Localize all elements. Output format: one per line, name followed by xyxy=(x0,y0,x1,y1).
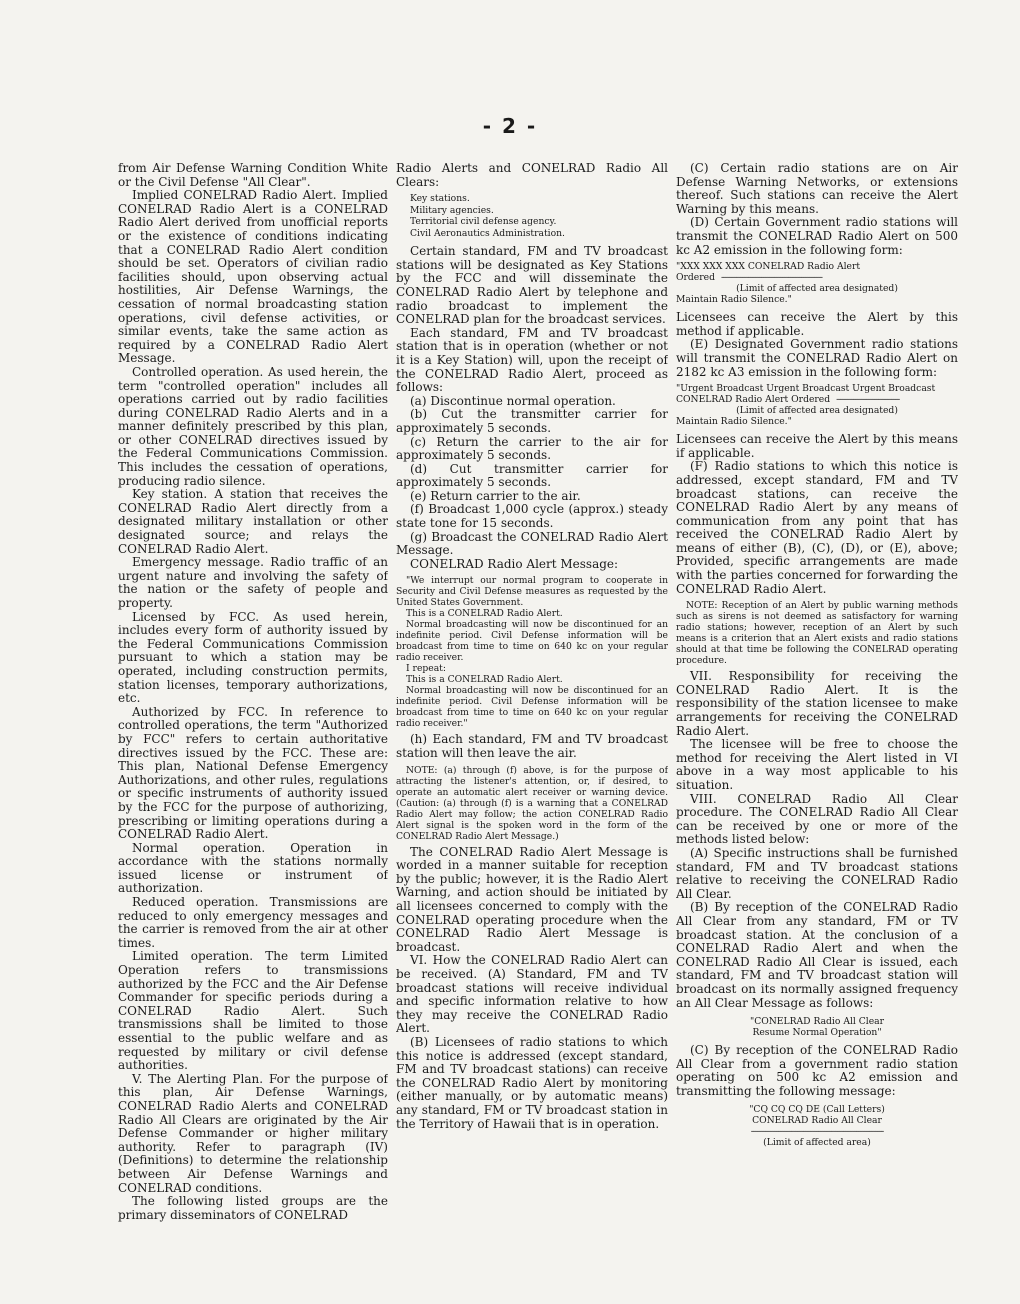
form-line: "CQ CQ CQ DE (Call Letters) xyxy=(749,1104,885,1116)
note xyxy=(396,765,668,842)
step-item: (f) Broadcast 1,000 cycle (approx.) steady state tone for 15 seconds. xyxy=(396,502,668,531)
paragraph: (A) Specific instructions shall be furnished standard, FM and TV broadcast stations relative to receiving the CONELRAD Radio All Clear. xyxy=(676,845,958,901)
disseminator-list xyxy=(396,193,668,239)
list-item: Territorial civil defense agency. xyxy=(410,216,557,228)
message-line: "We interrupt our normal program to cooperate in Security and Civil Defense measures as requested by the United States Government. xyxy=(396,575,668,609)
paragraph: Licensed by FCC. As used herein, includes every form of authority issued by the Federal Communications Commission pursuant to which a station may be operated, including construction permits, station licenses, temporary authorizations, etc. xyxy=(118,609,388,706)
all-clear-message xyxy=(676,1016,958,1038)
paragraph: V. The Alerting Plan. For the purpose of this plan, Air Defense Warnings, CONELRAD Radio Alerts and CONELRAD Radio All Clears are originated by the Air Defense Commander or higher military authority. Refer to paragraph (IV) (Definitions) to determine the relationship between Air Defense Warnings and CONELRAD conditions. xyxy=(118,1071,388,1195)
step-item: (a) Discontinue normal operation. xyxy=(410,393,616,408)
paragraph: Controlled operation. As used herein, the term "controlled operation" includes all operations carried out by radio facilities during CONELRAD Radio Alerts and in a manner definitely prescribed by this plan, or other CONELRAD directives issued by the Federal Communications Commission. This includes the cessation of operations, producing radio silence. xyxy=(118,364,388,488)
message-line: Normal broadcasting will now be discontinued for an indefinite period. Civil Defense information will be broadcast from time to time on 640 kc on your regular radio receiver." xyxy=(396,685,668,730)
column-1 xyxy=(118,162,388,1262)
form-line: Maintain Radio Silence." xyxy=(676,294,792,306)
step-item: (e) Return carrier to the air. xyxy=(410,488,581,503)
paragraph: (C) Certain radio stations are on Air Defense Warning Networks, or extensions thereof. Such stations can receive the Alert Warning by this means. xyxy=(676,162,958,216)
note-text: NOTE: Reception of an Alert by public warning methods such as sirens is not deemed as satisfactory for warning radio stations; however, reception of an Alert by such means is a criterion that an Alert exists and radio stations should at that time be following the CONELRAD operating procedure. xyxy=(676,600,958,667)
column-2 xyxy=(396,162,668,1262)
form-line: (Limit of affected area designated) xyxy=(736,405,898,417)
note xyxy=(676,600,958,666)
paragraph: Licensees can receive the Alert by this means if applicable. xyxy=(676,432,958,460)
paragraph: VII. Responsibility for receiving the CONELRAD Radio Alert. It is the responsibility of the station licensee to make arrangements for receiving the CONELRAD Radio Alert. xyxy=(676,669,958,738)
dashed-rule: ------------------------------------------------ xyxy=(720,272,822,284)
note-text: NOTE: (a) through (f) above, is for the purpose of attracting the listener's attention, or, if desired, to operate an automatic alert receiver or warning device. (Caution: (a) through (f) is a warning that a CONELRAD Radio Alert may follow; the action CONELRAD Radio Alert signal is the spoken word in the form of the CONELRAD Radio Alert Message.) xyxy=(396,764,668,842)
paragraph: VI. How the CONELRAD Radio Alert can be received. (A) Standard, FM and TV broadcast stations will receive individual and specific information relative to how they may receive the CONELRAD Radio Alert. xyxy=(396,953,668,1036)
list-item: Civil Aeronautics Administration. xyxy=(410,227,565,239)
column-3 xyxy=(676,162,958,1262)
cq-message xyxy=(676,1104,958,1148)
form-line: "Urgent Broadcast Urgent Broadcast Urgent Broadcast xyxy=(676,383,936,395)
page-number: - 2 - xyxy=(482,114,538,138)
paragraph: (E) Designated Government radio stations will transmit the CONELRAD Radio Alert on 2182 kc A3 emission in the following form: xyxy=(676,337,958,379)
step-item: (d) Cut transmitter carrier for approximately 5 seconds. xyxy=(396,461,668,490)
paragraph: (B) By reception of the CONELRAD Radio All Clear from any standard, FM or TV broadcast station. At the conclusion of a CONELRAD Radio Alert and when the CONELRAD Radio All Clear is issued, each standard, FM and TV broadcast station will broadcast on its normally assigned frequency an All Clear Message as follows: xyxy=(676,900,958,1010)
form-line: "CONELRAD Radio All Clear xyxy=(749,1016,885,1028)
paragraph: Radio Alerts and CONELRAD Radio All Clears: xyxy=(396,162,668,189)
paragraph: The following listed groups are the primary disseminators of CONELRAD xyxy=(118,1194,388,1222)
step-item: (c) Return the carrier to the air for approximately 5 seconds. xyxy=(396,434,668,463)
form-line: "XXX XXX XXX CONELRAD Radio Alert xyxy=(676,261,861,273)
paragraph: The CONELRAD Radio Alert Message is worded in a manner suitable for reception by the public; however, it is the Radio Alert Warning, and action should be initiated by all licensees concerned to comply with the CONELRAD operating procedure when the CONELRAD Radio Alert Message is broadcast. xyxy=(396,844,668,954)
form-line: (Limit of affected area) xyxy=(763,1137,871,1149)
step-item: (h) Each standard, FM and TV broadcast station will then leave the air. xyxy=(396,732,668,761)
form-line xyxy=(676,394,958,405)
dashed-rule: ------------------------------ xyxy=(836,394,900,406)
form-line: Resume Normal Operation" xyxy=(752,1027,882,1039)
paragraph: (B) Licensees of radio stations to which this notice is addressed (except standard, FM and TV broadcast stations) can receive the CONELRAD Radio Alert by monitoring (either manually, or by automatic means) any standard, FM or TV broadcast station in the Territory of Hawaii that is in operation. xyxy=(396,1034,668,1131)
message-line: This is a CONELRAD Radio Alert. xyxy=(406,608,563,620)
message-line: I repeat: xyxy=(406,663,446,675)
dashed-rule: --------------------------------------------------------------- xyxy=(750,1126,884,1138)
step-item: (g) Broadcast the CONELRAD Radio Alert Message. xyxy=(396,529,668,558)
paragraph: (C) By reception of the CONELRAD Radio All Clear from a government radio station operating on 500 kc A2 emission and transmitting the following message: xyxy=(676,1043,958,1098)
paragraph: Certain standard, FM and TV broadcast stations will be designated as Key Stations by the FCC and will disseminate the CONELRAD Radio Alert by telephone and radio broadcast to implement the CONELRAD plan for the broadcast services. xyxy=(396,244,668,327)
paragraph: VIII. CONELRAD Radio All Clear procedure. The CONELRAD Radio All Clear can be received by one or more of the methods listed below: xyxy=(676,791,958,847)
form-block-500kc xyxy=(676,261,958,305)
form-label: Ordered xyxy=(676,272,715,284)
paragraph: Licensees can receive the Alert by this method if applicable. xyxy=(676,310,958,338)
paragraph: Key station. A station that receives the CONELRAD Radio Alert directly from a designated military installation or other designated source; and relays the CONELRAD Radio Alert. xyxy=(118,487,388,556)
message-line: Normal broadcasting will now be discontinued for an indefinite period. Civil Defense information will be broadcast from time to time on 640 kc on your regular radio receiver. xyxy=(396,619,668,664)
form-line: CONELRAD Radio All Clear xyxy=(752,1115,882,1127)
alert-message xyxy=(396,575,668,729)
form-label: CONELRAD Radio Alert Ordered xyxy=(676,394,831,406)
paragraph: Emergency message. Radio traffic of an urgent nature and involving the safety of the nation or the safety of people and property. xyxy=(118,555,388,610)
list-item: Key stations. xyxy=(410,193,470,205)
paragraph: Implied CONELRAD Radio Alert. Implied CONELRAD Radio Alert is a CONELRAD Radio Alert derived from unofficial reports or the existence of conditions indicating that a CONELRAD Radio Alert condition should be set. Operators of civilian radio facilities should, upon observing actual hostilities, Air Defense Warnings, the cessation of normal broadcasting station operations, civil defense activities, or similar events, take the same action as required by a CONELRAD Radio Alert Message. xyxy=(118,188,388,366)
paragraph: Authorized by FCC. In reference to controlled operations, the term "Authorized by FCC" refers to certain authoritative directives issued by the FCC. These are: This plan, National Defense Emergency Authorizations, and other rules, regulations or specific instruments of authority issued by the FCC for the purpose of authorizing, prescribing or limiting operations during a CONELRAD Radio Alert. xyxy=(118,704,388,842)
form-line: Maintain Radio Silence." xyxy=(676,416,792,428)
list-item: Military agencies. xyxy=(410,204,494,216)
paragraph: Limited operation. The term Limited Operation refers to transmissions authorized by the FCC and the Air Defense Commander for specific periods during a CONELRAD Radio Alert. Such transmissions shall be limited to those essential to the public welfare and as requested by military or civil defense authorities. xyxy=(118,949,388,1073)
paragraph: The licensee will be free to choose the method for receiving the Alert listed in VI above in a way most applicable to his situation. xyxy=(676,737,958,792)
paragraph: (F) Radio stations to which this notice is addressed, except standard, FM and TV broadcast stations, can receive the CONELRAD Radio Alert by any means of communication from any point that has received the CONELRAD Radio Alert by means of either (B), (C), (D), or (E), above; Provided, specific arrangements are made with the parties concerned for forwarding the CONELRAD Radio Alert. xyxy=(676,459,958,596)
paragraph: Each standard, FM and TV broadcast station that is in operation (whether or not it is a Key Station) will, upon the receipt of the CONELRAD Radio Alert, proceed as follows: xyxy=(396,325,668,395)
form-line xyxy=(676,272,958,283)
paragraph: CONELRAD Radio Alert Message: xyxy=(410,556,619,571)
form-line: (Limit of affected area designated) xyxy=(736,283,898,295)
paragraph: from Air Defense Warning Condition White or the Civil Defense "All Clear". xyxy=(118,162,388,189)
form-block-2182kc xyxy=(676,383,958,427)
paragraph: Normal operation. Operation in accordance with the stations normally issued license or instrument of authorization. xyxy=(118,840,388,896)
paragraph: (D) Certain Government radio stations will transmit the CONELRAD Radio Alert on 500 kc A2 emission in the following form: xyxy=(676,215,958,257)
message-line: This is a CONELRAD Radio Alert. xyxy=(406,674,563,686)
paragraph: Reduced operation. Transmissions are reduced to only emergency messages and the carrier is removed from the air at other times. xyxy=(118,895,388,950)
step-item: (b) Cut the transmitter carrier for approximately 5 seconds. xyxy=(396,407,668,435)
